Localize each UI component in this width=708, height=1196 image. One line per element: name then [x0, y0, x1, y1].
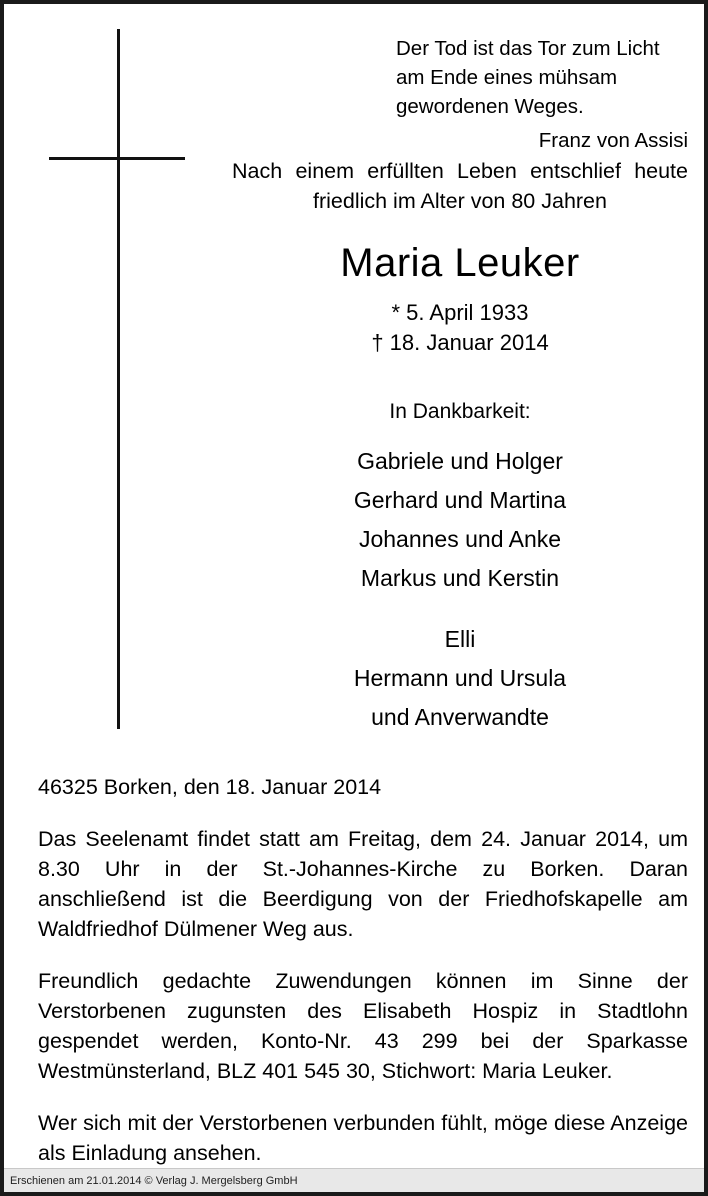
family-member: Johannes und Anke	[358, 526, 562, 552]
gratitude-label: In Dankbarkeit:	[389, 400, 531, 423]
life-dates	[232, 298, 688, 358]
quote-line-3: gewordenen Weges.	[396, 95, 584, 118]
family-member: Hermann und Ursula	[353, 665, 567, 691]
invitation-paragraph: Wer sich mit der Verstorbenen verbunden fühlt, möge diese Anzeige als Einladung ansehen.	[38, 1111, 688, 1165]
quote-author: Franz von Assisi	[538, 129, 688, 152]
family-member: Gerhard und Martina	[353, 487, 567, 513]
cross-icon	[49, 29, 189, 729]
family-list-primary	[232, 442, 688, 598]
family-list-secondary	[232, 620, 688, 737]
cross-vertical-bar	[117, 29, 120, 729]
service-paragraph: Das Seelenamt findet statt am Freitag, dem 24. Januar 2014, um 8.30 Uhr in der St.-Johannes-Kirche zu Borken. Daran anschließend ist die Beerdigung von der Friedhofskapelle am Waldfriedhof Dülmener Weg aus.	[38, 827, 688, 941]
publisher-footer: Erschienen am 21.01.2014 © Verlag J. Mergelsberg GmbH	[4, 1168, 704, 1192]
quote-line-2: am Ende eines mühsam	[396, 66, 618, 89]
family-member: Gabriele und Holger	[357, 448, 563, 474]
cross-horizontal-bar	[49, 157, 185, 160]
death-date: † 18. Januar 2014	[371, 330, 549, 355]
family-member: Elli	[444, 626, 476, 652]
quote-line-1: Der Tod ist das Tor zum Licht	[396, 37, 660, 60]
place-and-date: 46325 Borken, den 18. Januar 2014	[38, 775, 382, 799]
family-member: Markus und Kerstin	[360, 565, 560, 591]
birth-date: * 5. April 1933	[391, 300, 529, 325]
lower-text-block	[38, 772, 688, 1168]
quote-block	[396, 34, 688, 154]
main-column	[232, 156, 688, 737]
intro-text: Nach einem erfüllten Leben entschlief heute friedlich im Alter von 80 Jahren	[232, 159, 688, 213]
donation-paragraph: Freundlich gedachte Zuwendungen können im Sinne der Verstorbenen zugunsten des Elisabeth Hospiz in Stadtlohn gespendet werden, Konto-Nr. 43 299 bei der Sparkasse Westmünsterland, BLZ 401 545 30, Stichwort: Maria Leuker.	[38, 969, 688, 1083]
family-member: und Anverwandte	[371, 704, 549, 730]
deceased-name: Maria Leuker	[340, 241, 580, 285]
obituary-content	[4, 4, 704, 1192]
